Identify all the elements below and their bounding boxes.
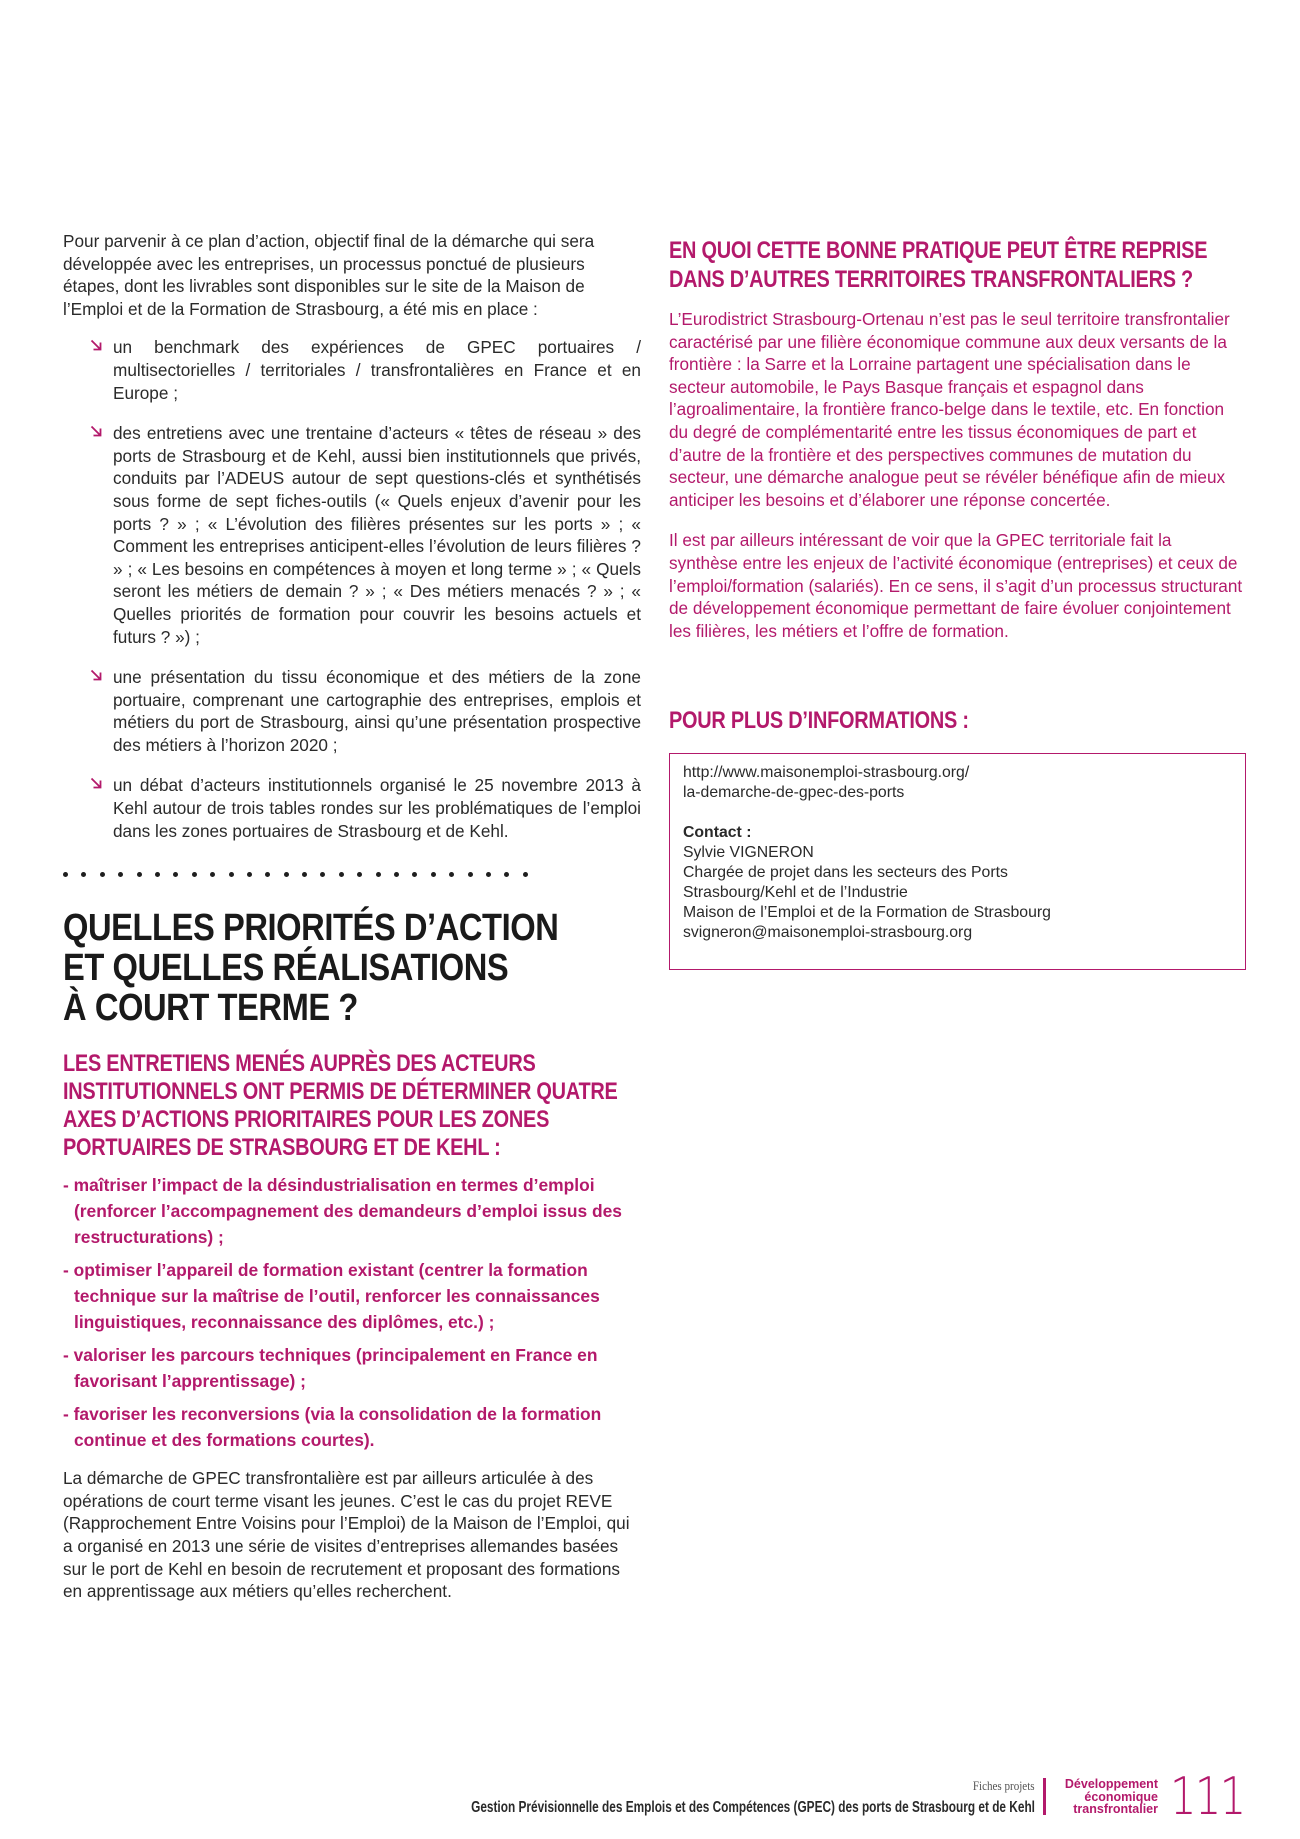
info-url-line[interactable]: la-demarche-de-gpec-des-ports [683, 784, 905, 802]
contact-organization: Maison de l’Emploi et de la Formation de Strasbourg [683, 904, 1051, 922]
contact-email[interactable]: svigneron@maisonemploi-strasbourg.org [683, 924, 973, 942]
list-item: - maîtriser l’impact de la désindustrialisation en termes d’emploi (renforcer l’accompagnement des demandeurs d’emploi issus des restructurations) ; [63, 1175, 622, 1248]
info-title: POUR PLUS D’INFORMATIONS : [669, 707, 969, 735]
arrow-down-right-icon [90, 425, 104, 439]
reuse-title-line: EN QUOI CETTE BONNE PRATIQUE PEUT ÊTRE REPRISE [669, 237, 1208, 264]
arrow-down-right-icon [90, 669, 104, 683]
reuse-title-line: DANS D’AUTRES TERRITOIRES TRANSFRONTALIERS ? [669, 266, 1193, 293]
list-item-text: un benchmark des expériences de GPEC portuaires / multisectorielles / territoriales / transfrontalières en France et en Europe ; [113, 337, 641, 403]
list-item [63, 666, 641, 756]
footer-document-title: Gestion Prévisionnelle des Emplois et des Compétences (GPEC) des ports de Strasbourg et de Kehl [471, 1799, 1035, 1816]
footer-series-label: Fiches projets [973, 1778, 1035, 1793]
footer-category-line: transfrontalier [1073, 1802, 1158, 1816]
contact-name: Sylvie VIGNERON [683, 844, 814, 862]
arrow-down-right-icon [90, 339, 104, 353]
footer-category-line: Développement [1064, 1777, 1158, 1791]
dotted-divider [63, 872, 641, 882]
intro-paragraph: Pour parvenir à ce plan d’action, objectif final de la démarche qui sera développée avec les entreprises, un processus ponctué de plusieurs étapes, dont les livrables sont disponibles sur le site de la Maison de l’Emploi et de la Formation de Strasbourg, a été mis en place : [63, 231, 595, 319]
info-url-line[interactable]: http://www.maisonemploi-strasbourg.org/ [683, 764, 970, 782]
footer-category [1050, 1778, 1158, 1816]
list-item [63, 774, 641, 842]
reuse-title [669, 236, 1250, 294]
section-subtitle: LES ENTRETIENS MENÉS AUPRÈS DES ACTEURS INSTITUTIONNELS ONT PERMIS DE DÉTERMINER QUATRE AXES D’ACTIONS PRIORITAIRES POUR LES ZONES PORTUAIRES DE STRASBOURG ET DE KEHL : [63, 1050, 618, 1162]
closing-paragraph: La démarche de GPEC transfrontalière est par ailleurs articulée à des opérations de court terme visant les jeunes. C’est le cas du projet REVE (Rapprochement Entre Voisins pour l’Emploi) de la Maison de l’Emploi, qui a organisé en 2013 une série de visites d’entreprises allemandes basées sur le port de Kehl en besoin de recrutement et proposant des formations en apprentissage aux métiers qu’elles recherchent. [63, 1468, 630, 1602]
priority-axes-list [63, 1172, 641, 1453]
contact-role: Chargée de projet dans les secteurs des Ports [683, 864, 1008, 882]
list-item [63, 336, 641, 404]
reuse-paragraph-1: L’Eurodistrict Strasbourg-Ortenau n’est pas le seul territoire transfrontalier caractérisé par une filière économique commune aux deux versants de la frontière : la Sarre et la Lorraine partagent une spécialisation dans le secteur automobile, le Pays Basque français et espagnol dans l’agroalimentaire, la frontière franco-belge dans le textile, etc. En fonction du degré de complémentarité entre les tissus économiques de part et d’autre de la frontière et des perspectives communes de mutation du secteur, une démarche analogue peut se révéler bénéfique afin de mieux anticiper les besoins et d’élaborer une réponse concertée. [669, 309, 1230, 510]
left-column [63, 230, 641, 1603]
section-title-line: QUELLES PRIORITÉS D’ACTION [63, 907, 559, 950]
steps-list [63, 336, 641, 842]
page-number: 111 [1170, 1767, 1245, 1827]
info-url[interactable] [683, 763, 1232, 803]
list-item-text: un débat d’acteurs institutionnels organisé le 25 novembre 2013 à Kehl autour de trois tables rondes sur les problématiques de l’emploi dans les zones portuaires de Strasbourg et de Kehl. [113, 775, 641, 841]
arrow-down-right-icon [90, 777, 104, 791]
section-title-line: ET QUELLES RÉALISATIONS [63, 947, 509, 990]
footer-separator [1043, 1778, 1046, 1815]
list-item-text: des entretiens avec une trentaine d’acteurs « têtes de réseau » des ports de Strasbourg et de Kehl, aussi bien institutionnels que privés, conduits par l’ADEUS autour de sept questions-clés et synthétisés sous forme de sept fiches-outils (« Quels enjeux d’avenir pour les ports ? » ; « L’évolution des filières présentes sur les ports » ; « Comment les entreprises anticipent-elles l’évolution de leurs filières ? » ; « Les besoins en compétences à moyen et long terme » ; « Quels seront les métiers de demain ? » ; « Des métiers menacés ? » ; « Quelles priorités de formation pour couvrir les besoins actuels et futurs ? ») ; [113, 423, 641, 647]
contact-label: Contact : [683, 824, 752, 842]
footer-category-line: économique [1084, 1789, 1158, 1804]
section-title-line: À COURT TERME ? [63, 987, 358, 1030]
list-item: - optimiser l’appareil de formation existant (centrer la formation technique sur la maîtrise de l’outil, renforcer les connaissances linguistiques, reconnaissance des diplômes, etc.) ; [63, 1260, 600, 1333]
list-item [63, 422, 641, 648]
reuse-paragraph-2: Il est par ailleurs intéressant de voir que la GPEC territoriale fait la synthèse entre les enjeux de l’activité économique (entreprises) et ceux de l’emploi/formation (salariés). En ce sens, il s’agit d’un processus structurant de développement économique permettant de faire évoluer conjointement les filières, les métiers et l’offre de formation. [669, 530, 1243, 641]
list-item: - valoriser les parcours techniques (principalement en France en favorisant l’apprentissage) ; [63, 1345, 598, 1392]
right-column [669, 236, 1243, 970]
info-box [669, 753, 1246, 970]
section-title [63, 908, 648, 1028]
list-item-text: une présentation du tissu économique et des métiers de la zone portuaire, comprenant une cartographie des entreprises, emplois et métiers du port de Strasbourg, ainsi qu’une présentation prospective des métiers à l’horizon 2020 ; [113, 667, 641, 755]
list-item: - favoriser les reconversions (via la consolidation de la formation continue et des formations courtes). [63, 1404, 602, 1451]
contact-role: Strasbourg/Kehl et de l’Industrie [683, 884, 908, 902]
